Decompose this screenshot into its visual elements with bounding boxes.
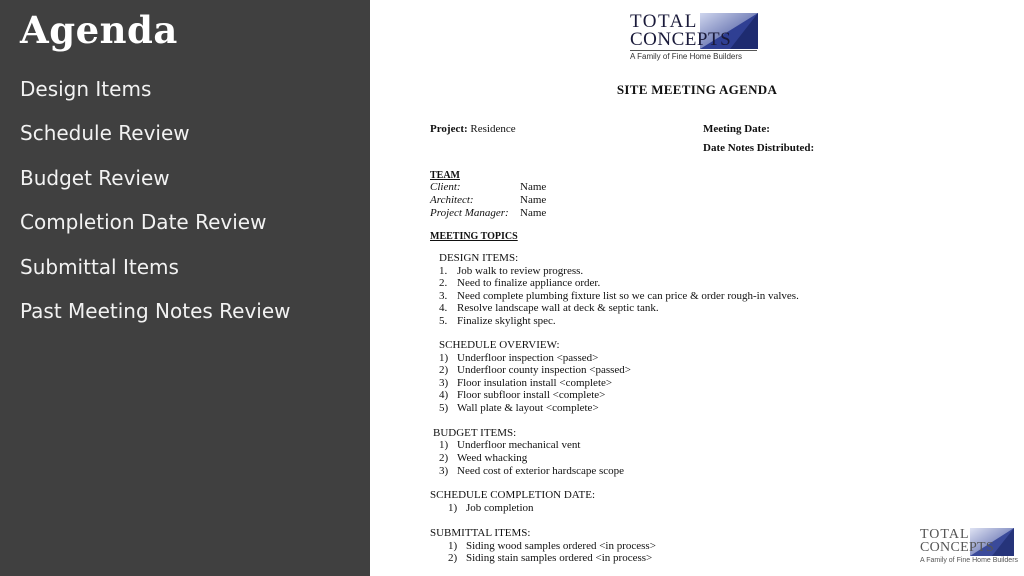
agenda-sidebar (0, 0, 370, 576)
meeting-date-label: Meeting Date: (703, 123, 770, 135)
logo-tagline: A Family of Fine Home Builders (920, 557, 1019, 564)
project-label: Project: (430, 123, 468, 135)
submittal-item: 1) Siding wood samples ordered <in process> (448, 540, 656, 552)
schedule-item: 2) Underfloor county inspection <passed> (439, 364, 632, 376)
logo-tagline: A Family of Fine Home Builders (630, 52, 743, 61)
agenda-item: Schedule Review (20, 121, 190, 146)
completion-heading: SCHEDULE COMPLETION DATE: (430, 489, 595, 501)
design-item: 5. Finalize skylight spec. (439, 315, 556, 327)
project-manager-label: Project Manager: (430, 207, 509, 219)
submittal-heading: SUBMITTAL ITEMS: (430, 527, 531, 539)
project-row (430, 123, 516, 135)
design-item: 3. Need complete plumbing fixture list so we can price & order rough-in valves. (439, 290, 799, 302)
logo-line2: CONCEPTS (630, 29, 732, 50)
agenda-item: Design Items (20, 77, 152, 101)
document-title: SITE MEETING AGENDA (616, 82, 778, 97)
project-manager-value: Name (520, 207, 547, 219)
budget-heading: BUDGET ITEMS: (433, 427, 517, 439)
logo-rule (630, 50, 757, 51)
design-item: 2. Need to finalize appliance order. (439, 277, 601, 289)
client-value: Name (520, 181, 547, 193)
agenda-item: Submittal Items (20, 254, 179, 279)
schedule-heading: SCHEDULE OVERVIEW: (439, 339, 560, 351)
document-image (370, 0, 1024, 576)
team-heading: TEAM (430, 170, 460, 181)
budget-item: 2) Weed whacking (439, 452, 528, 464)
design-item: 4. Resolve landscape wall at deck & septic tank. (439, 302, 659, 314)
client-label: Client: (430, 181, 461, 193)
agenda-list (20, 74, 291, 340)
logo-line1: TOTAL (920, 527, 970, 542)
budget-item: 1) Underfloor mechanical vent (439, 439, 581, 451)
completion-item: 1) Job completion (448, 502, 534, 514)
schedule-item: 1) Underfloor inspection <passed> (439, 352, 599, 364)
architect-label: Architect: (430, 194, 474, 206)
logo-line1: TOTAL (630, 11, 698, 32)
meeting-topics-heading: MEETING TOPICS (430, 231, 518, 242)
logo-line2: CONCEPTS (920, 540, 994, 555)
project-value: Residence (470, 123, 516, 135)
agenda-item: Past Meeting Notes Review (20, 298, 291, 323)
agenda-title: Agenda (20, 8, 178, 52)
agenda-item: Budget Review (20, 165, 170, 190)
schedule-item: 4) Floor subfloor install <complete> (439, 389, 606, 401)
schedule-item: 3) Floor insulation install <complete> (439, 377, 613, 389)
budget-item: 3) Need cost of exterior hardscape scope (439, 465, 625, 477)
schedule-item: 5) Wall plate & layout <complete> (439, 402, 599, 414)
architect-value: Name (520, 194, 547, 206)
notes-distributed-label: Date Notes Distributed: (703, 142, 815, 154)
submittal-item: 2) Siding stain samples ordered <in process> (448, 552, 653, 564)
agenda-item: Completion Date Review (20, 210, 267, 235)
design-item: 1. Job walk to review progress. (439, 265, 584, 277)
design-heading: DESIGN ITEMS: (439, 252, 519, 264)
